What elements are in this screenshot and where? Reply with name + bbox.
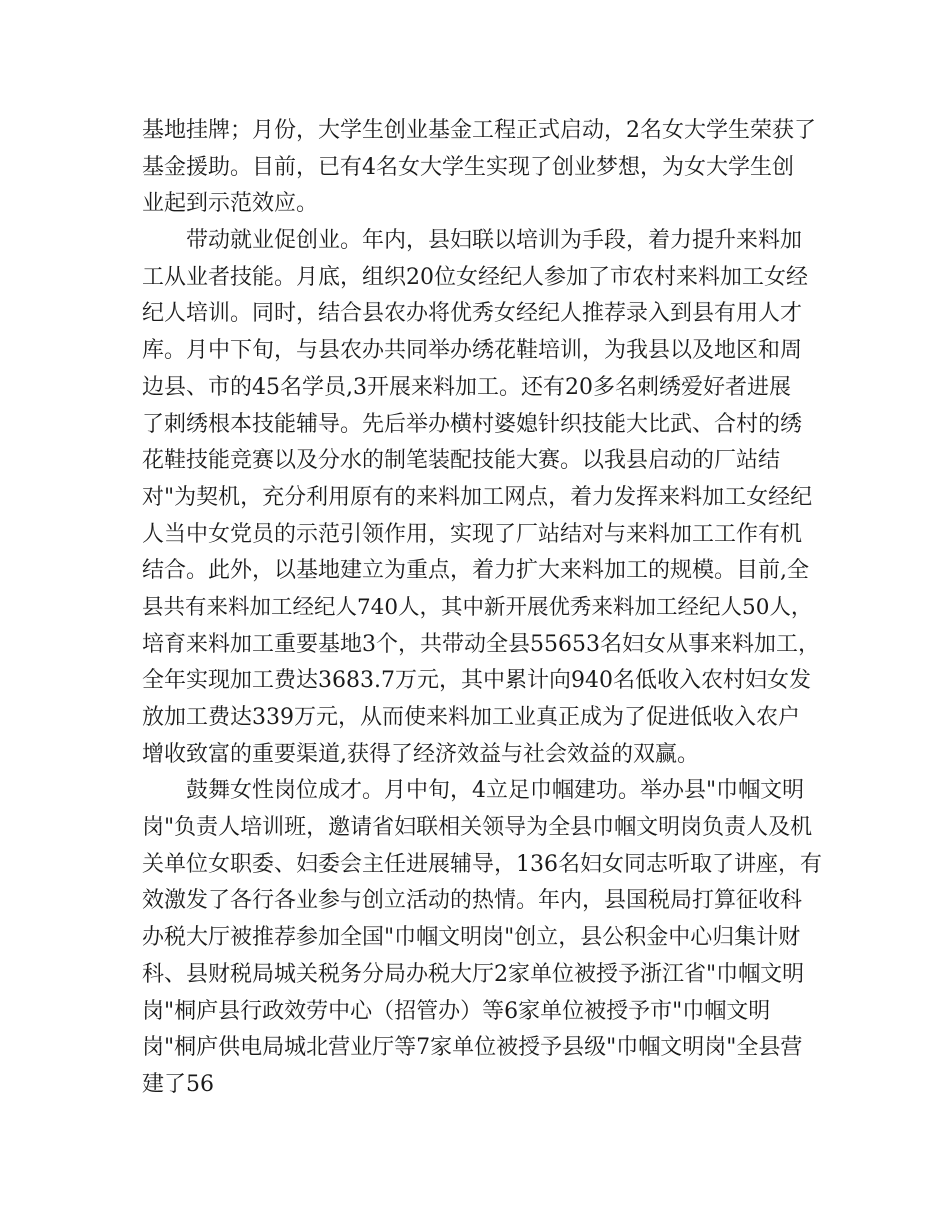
- text-line: 基地挂牌；月份，大学生创业基金工程正式启动，2名女大学生荣获了: [142, 118, 816, 143]
- text-line: 效激发了各行各业参与创立活动的热情。年内，县国税局打算征收科: [142, 888, 803, 914]
- text-line: 了刺绣根本技能辅导。先后举办横村婆媳针织技能大比武、合村的绣: [142, 411, 803, 437]
- text-line: 办税大厅被推荐参加全国"巾帼文明岗"创立，县公积金中心归集计财: [142, 925, 801, 951]
- text-line: 关单位女职委、妇委会主任进展辅导，136名妇女同志听取了讲座，有: [142, 851, 822, 877]
- text-line: 科、县财税局城关税务分局办税大厅2家单位被授予浙江省"巾帼文明: [142, 961, 805, 987]
- text-line: 县共有来料加工经纪人740人，其中新开展优秀来料加工经纪人50人，: [142, 594, 813, 620]
- text-line: 花鞋技能竞赛以及分水的制笔装配技能大赛。以我县启动的厂站结: [142, 448, 781, 474]
- text-line: 增收致富的重要渠道,获得了经济效益与社会效益的双赢。: [142, 741, 699, 767]
- text-line: 放加工费达339万元，从而使来料加工业真正成为了促进低收入农户: [142, 705, 800, 730]
- text-line: 业起到示范效应。: [142, 191, 319, 217]
- body-text: [142, 113, 822, 1104]
- text-line: 人当中女党员的示范引领作用，实现了厂站结对与来料加工工作有机: [142, 521, 803, 547]
- text-line: 结合。此外，以基地建立为重点，着力扩大来料加工的规模。目前,全: [142, 558, 809, 584]
- text-line: 岗"桐庐供电局城北营业厅等7家单位被授予县级"巾帼文明岗"全县营: [142, 1035, 803, 1061]
- text-line: 边县、市的45名学员,3开展来料加工。还有20多名刺绣爱好者进展: [142, 374, 791, 400]
- text-line: 工从业者技能。月底，组织20位女经纪人参加了市农村来料加工女经: [142, 264, 808, 290]
- text-line: 岗"负责人培训班，邀请省妇联相关领导为全县巾帼文明岗负责人及机: [142, 815, 813, 841]
- text-line: 培育来料加工重要基地3个，共带动全县55653名妇女从事来料加工，: [142, 631, 820, 657]
- text-line: 岗"桐庐县行政效劳中心（招管办）等6家单位被授予市"巾帼文明: [142, 998, 771, 1024]
- text-line: 全年实现加工费达3683.7万元，其中累计向940名低收入农村妇女发: [142, 668, 811, 694]
- paragraph-first-line: 鼓舞女性岗位成才。月中旬，4立足巾帼建功。举办县"巾帼文明: [186, 778, 805, 804]
- text-line: 纪人培训。同时，结合县农办将优秀女经纪人推荐录入到县有用人才: [142, 301, 803, 327]
- text-line: 对"为契机，充分利用原有的来料加工网点，着力发挥来料加工女经纪: [142, 484, 813, 510]
- text-line: 基金援助。目前，已有4名女大学生实现了创业梦想，为女大学生创: [142, 154, 794, 180]
- text-line: 建了56: [142, 1071, 214, 1097]
- paragraph-first-line: 带动就业促创业。年内，县妇联以培训为手段，着力提升来料加: [186, 228, 803, 254]
- text-line: 库。月中下旬，与县农办共同举办绣花鞋培训，为我县以及地区和周: [142, 338, 803, 364]
